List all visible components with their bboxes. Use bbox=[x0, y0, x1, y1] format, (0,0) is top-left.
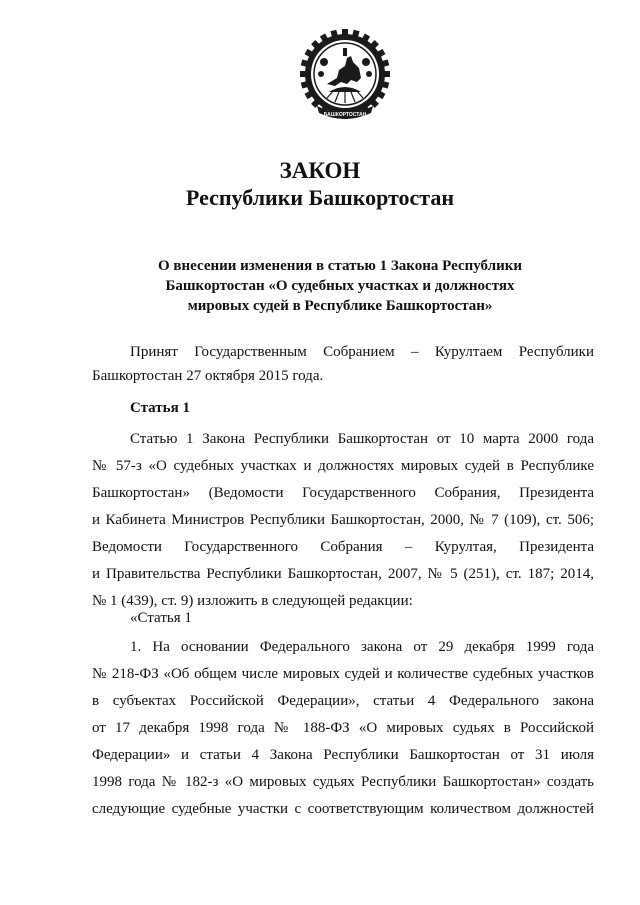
document-title: ЗАКОН bbox=[279, 158, 361, 183]
subject-line: О внесении изменения в статью 1 Закона Республики bbox=[157, 258, 523, 274]
item-line: 1998 года № 182-з «О мировых судьях Республики Башкортостан» создать bbox=[92, 774, 594, 790]
document-subtitle: Республики Башкортостан bbox=[185, 185, 455, 210]
law-subject bbox=[140, 256, 540, 316]
emblem-ribbon-text: БАШКОРТОСТАН bbox=[323, 112, 367, 118]
body-line: Башкортостан» (Ведомости Государственного Собрания, Президента bbox=[92, 485, 594, 501]
item-line: Федерации» и статьи 4 Закона Республики Башкортостан от 31 июля bbox=[92, 747, 594, 763]
article-heading: Статья 1 bbox=[130, 400, 190, 416]
article-item bbox=[92, 634, 594, 823]
item-line: в субъектах Российской Федерации», статьи 4 Федерального закона bbox=[92, 693, 594, 709]
coat-of-arms-emblem bbox=[297, 26, 393, 126]
adoption-line: Башкортостан 27 октября 2015 года. bbox=[92, 368, 324, 384]
body-line: и Правительства Республики Башкортостан, 2007, № 5 (251), ст. 187; 2014, bbox=[92, 566, 594, 582]
body-line: № 57-з «О судебных участках и должностях мировых судей в Республике bbox=[92, 458, 594, 474]
item-line: 1. На основании Федерального закона от 29 декабря 1999 года bbox=[130, 639, 594, 655]
adoption-note bbox=[92, 340, 594, 388]
body-line: Ведомости Государственного Собрания – Курултая, Президента bbox=[92, 539, 594, 555]
body-line: № 1 (439), ст. 9) изложить в следующей редакции: bbox=[92, 593, 413, 609]
adoption-line: Принят Государственным Собранием – Курултаем Республики bbox=[130, 344, 594, 360]
body-line: Статью 1 Закона Республики Башкортостан от 10 марта 2000 года bbox=[130, 431, 594, 447]
subject-line: мировых судей в Республике Башкортостан» bbox=[187, 298, 493, 314]
item-line: № 218-ФЗ «Об общем числе мировых судей и количестве судебных участков bbox=[92, 666, 594, 682]
item-line: от 17 декабря 1998 года № 188-ФЗ «О мировых судьях в Российской bbox=[92, 720, 594, 736]
article-body bbox=[92, 426, 594, 615]
body-line: и Кабинета Министров Республики Башкортостан, 2000, № 7 (109), ст. 506; bbox=[92, 512, 594, 528]
subject-line: Башкортостан «О судебных участках и должностях bbox=[165, 278, 515, 294]
item-line: следующие судебные участки с соответствующим количеством должностей bbox=[92, 801, 594, 817]
quoted-article-label: «Статья 1 bbox=[130, 610, 192, 626]
